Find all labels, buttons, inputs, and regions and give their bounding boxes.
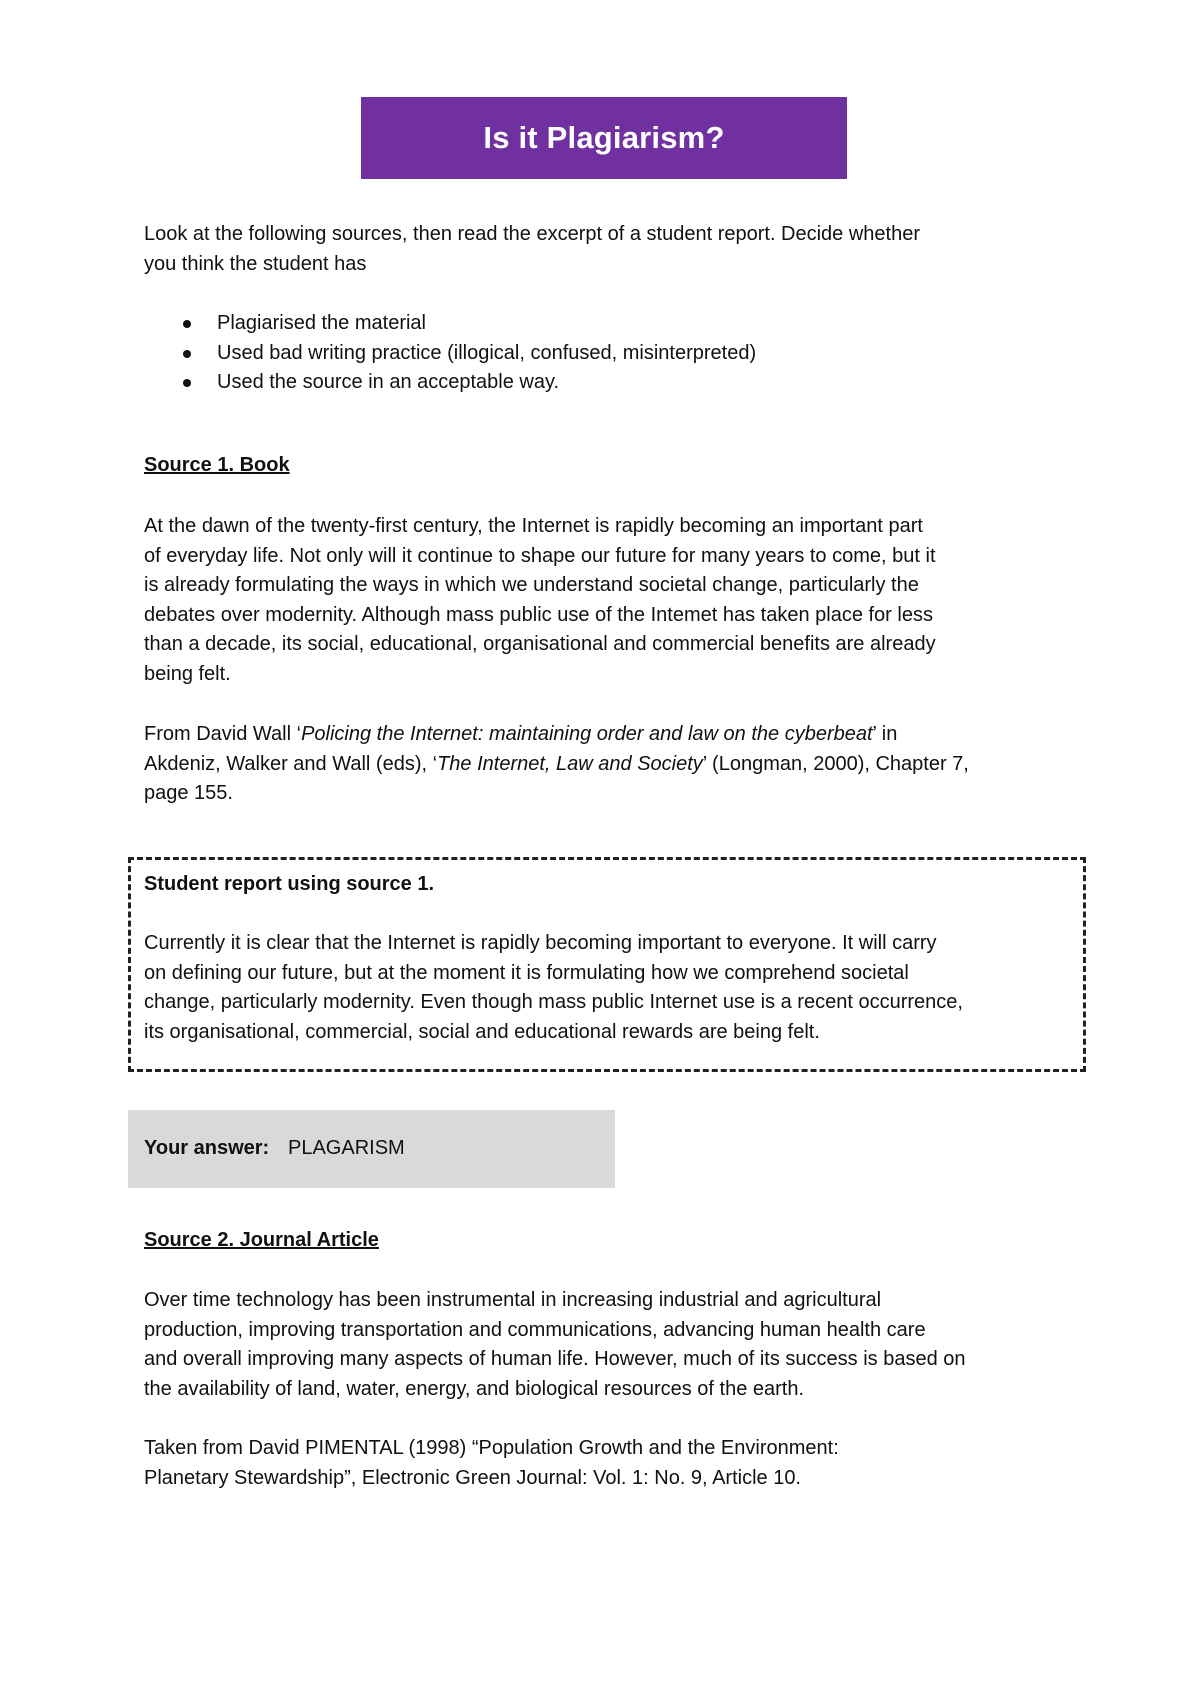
citation-mid: ’ in (872, 723, 898, 745)
source1-heading: Source 1. Book (144, 454, 290, 476)
citation-chapter-title: Policing the Internet: maintaining order and law on the cyberbeat (301, 723, 873, 745)
source1-citation-line3: page 155. (144, 782, 233, 804)
source1-line: of everyday life. Not only will it continue to shape our future for many years to come, but it (144, 544, 936, 567)
source2-line: production, improving transportation and communications, advancing human health care (144, 1318, 926, 1341)
source2-line: Over time technology has been instrumental in increasing industrial and agricultural (144, 1289, 882, 1311)
page-title: Is it Plagiarism? (483, 120, 725, 155)
student-report-title: Student report using source 1. (144, 873, 435, 895)
option-plagiarised: Plagiarised the material (144, 309, 756, 339)
student-report-box (128, 857, 1086, 1072)
source1-citation-line2 (144, 750, 1064, 780)
student-report-text (144, 929, 1074, 1047)
source2-citation (144, 1434, 1084, 1493)
answer-label: Your answer: (144, 1137, 270, 1159)
source2-heading: Source 2. Journal Article (144, 1229, 379, 1251)
source1-line: debates over modernity. Although mass public use of the Intemet has taken place for less (144, 603, 933, 626)
source1-citation (144, 720, 1064, 809)
source1-citation-line1 (144, 720, 1064, 750)
source1-line: is already formulating the ways in which we understand societal change, particularly the (144, 574, 919, 596)
intro-line: you think the student has (144, 252, 367, 275)
answer-value[interactable]: PLAGARISM (288, 1137, 405, 1159)
option-bad-writing: Used bad writing practice (illogical, confused, misinterpreted) (144, 339, 756, 369)
student-report-line: change, particularly modernity. Even though mass public Internet use is a recent occurrence, (144, 991, 963, 1013)
student-report-line: on defining our future, but at the moment it is formulating how we comprehend societal (144, 961, 909, 984)
citation-book-title: The Internet, Law and Society (437, 752, 703, 775)
source2-text (144, 1286, 1084, 1404)
student-report-line: Currently it is clear that the Internet is rapidly becoming important to everyone. It will carry (144, 932, 937, 954)
title-banner (361, 97, 847, 179)
source1-line: than a decade, its social, educational, organisational and commercial benefits are already (144, 633, 936, 655)
option-acceptable: Used the source in an acceptable way. (144, 368, 756, 398)
source1-text (144, 512, 1064, 689)
source2-line: and overall improving many aspects of human life. However, much of its success is based on (144, 1348, 966, 1370)
answer-box[interactable] (128, 1110, 615, 1188)
options-list (144, 309, 756, 398)
source2-line: the availability of land, water, energy, and biological resources of the earth. (144, 1377, 805, 1400)
intro-paragraph (144, 220, 1044, 279)
student-report-line: its organisational, commercial, social and educational rewards are being felt. (144, 1020, 820, 1043)
source1-line: being felt. (144, 662, 231, 685)
citation-prefix: From David Wall ‘ (144, 723, 302, 745)
source2-citation-line2: Planetary Stewardship”, Electronic Green Journal: Vol. 1: No. 9, Article 10. (144, 1466, 801, 1489)
citation-publisher: ’ (Longman, 2000), Chapter 7, (702, 752, 969, 775)
source2-citation-line1: Taken from David PIMENTAL (1998) “Population Growth and the Environment: (144, 1437, 839, 1459)
intro-line: Look at the following sources, then read the excerpt of a student report. Decide whether (144, 223, 921, 245)
source1-line: At the dawn of the twenty-first century, the Internet is rapidly becoming an important part (144, 515, 923, 537)
citation-editors: Akdeniz, Walker and Wall (eds), ‘ (144, 752, 438, 775)
